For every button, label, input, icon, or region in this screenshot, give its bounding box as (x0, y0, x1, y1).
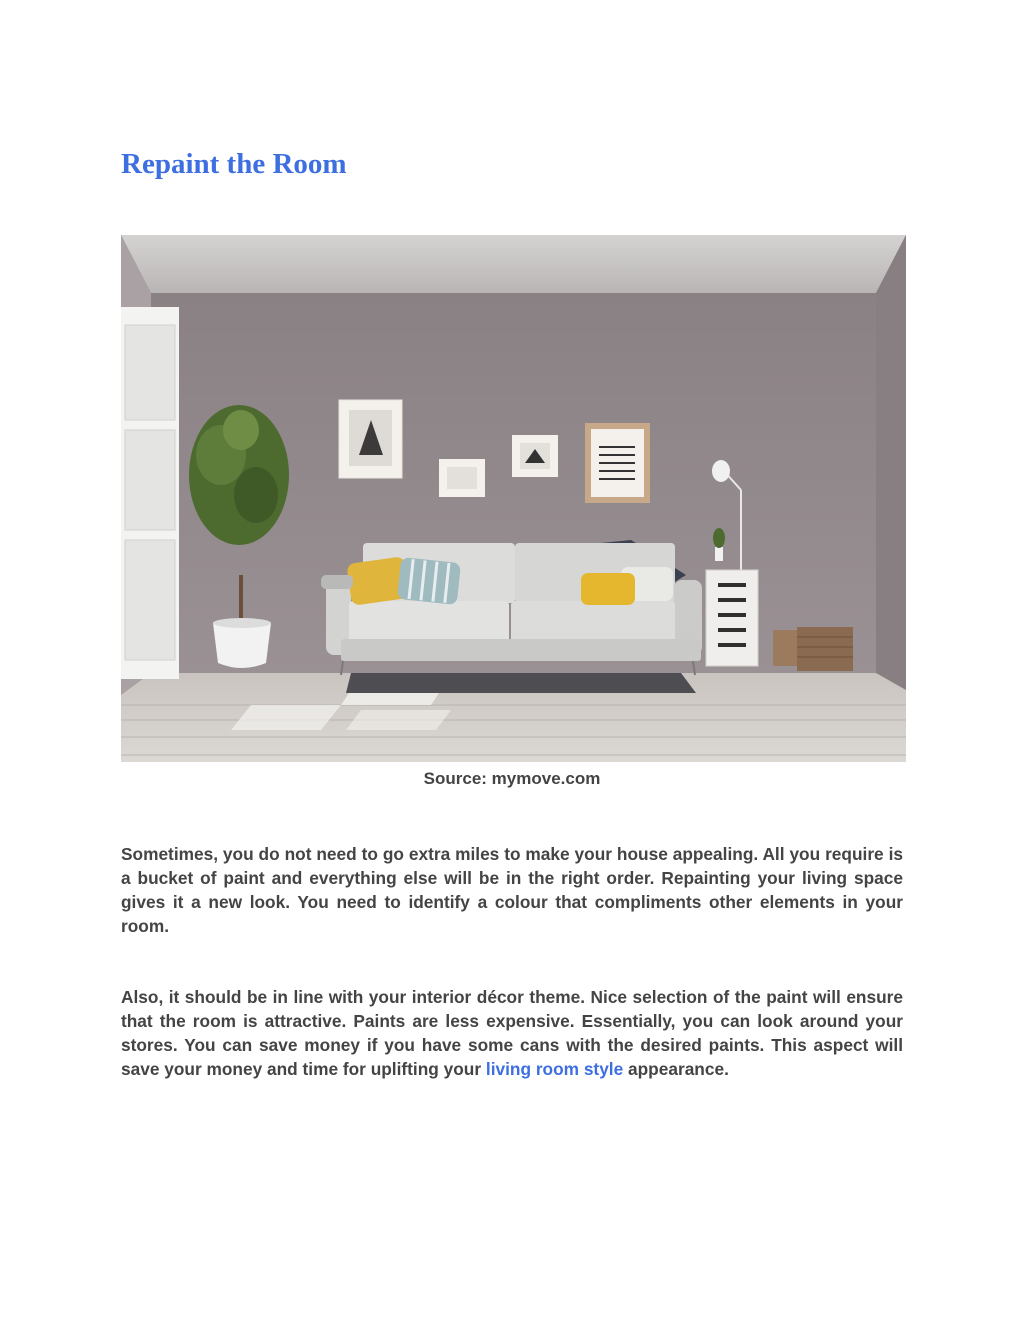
paragraph-2-text: Also, it should be in line with your interior décor theme. Nice selection of the paint will ensure that the room is attractive. Paints are less expensive. Essentially, you can look around your stores. You can save money if you have some cans with the desired paints. This aspect will save your money and time for uplifting your (121, 987, 903, 1079)
page-title: Repaint the Room (121, 148, 347, 180)
living-room-style-link[interactable]: living room style (485, 1059, 624, 1079)
image-caption: Source: mymove.com (423, 769, 601, 788)
paragraph-1: Sometimes, you do not need to go extra miles to make your house appealing. All you require is a bucket of paint and everything else will be in the right order. Repainting your living space gives it a new look. You need to identify a colour that compliments other elements in your room. (121, 844, 903, 936)
paragraph-2-end: appearance. (623, 1059, 729, 1079)
paragraph-2 (121, 985, 903, 1081)
living-room-photo (121, 235, 906, 762)
